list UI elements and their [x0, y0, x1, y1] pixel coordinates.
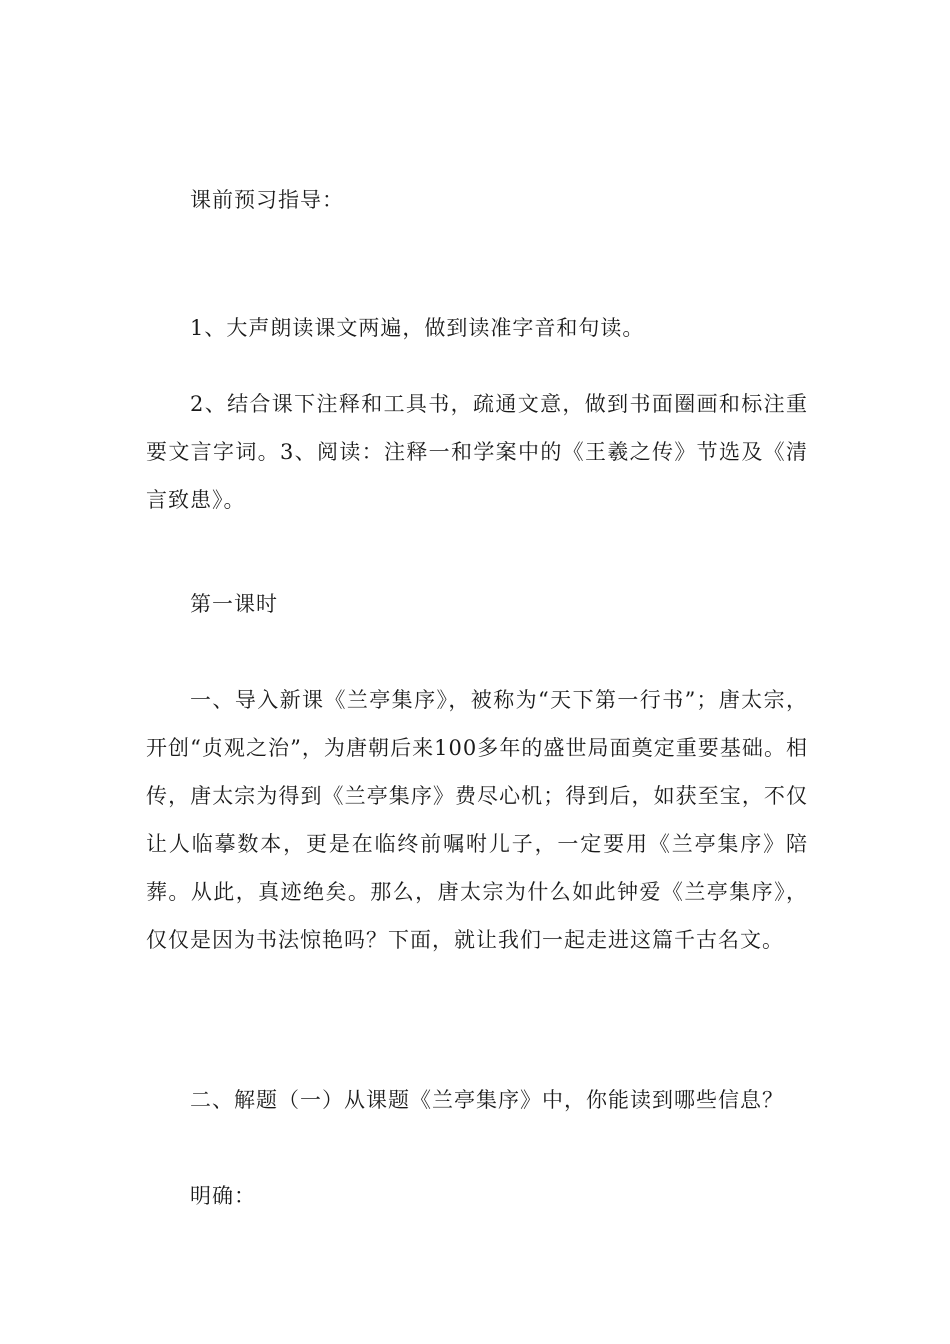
lesson-heading: 第一课时: [190, 592, 278, 616]
preview-guide-heading: 课前预习指导：: [190, 188, 344, 212]
clarification-label: 明确：: [190, 1184, 256, 1208]
guide-item-2-3: 2、结合课下注释和工具书，疏通文意，做到书面圈画和标注重要文言字词。3、阅读：注释一和学案中的《王羲之传》节选及《清言致患》。: [146, 392, 808, 512]
title-analysis-paragraph: 二、解题（一）从课题《兰亭集序》中，你能读到哪些信息？: [190, 1088, 784, 1112]
guide-item-1: 1、大声朗读课文两遍，做到读准字音和句读。: [190, 316, 645, 340]
introduction-paragraph: 一、导入新课《兰亭集序》，被称为“天下第一行书”；唐太宗，开创“贞观之治”，为唐朝后来100多年的盛世局面奠定重要基础。相传，唐太宗为得到《兰亭集序》费尽心机；得到后，如获至宝，不仅让人临摹数本，更是在临终前嘱咐儿子，一定要用《兰亭集序》陪葬。从此，真迹绝矣。那么，唐太宗为什么如此钟爱《兰亭集序》，仅仅是因为书法惊艳吗？下面，就让我们一起走进这篇千古名文。: [146, 688, 808, 952]
